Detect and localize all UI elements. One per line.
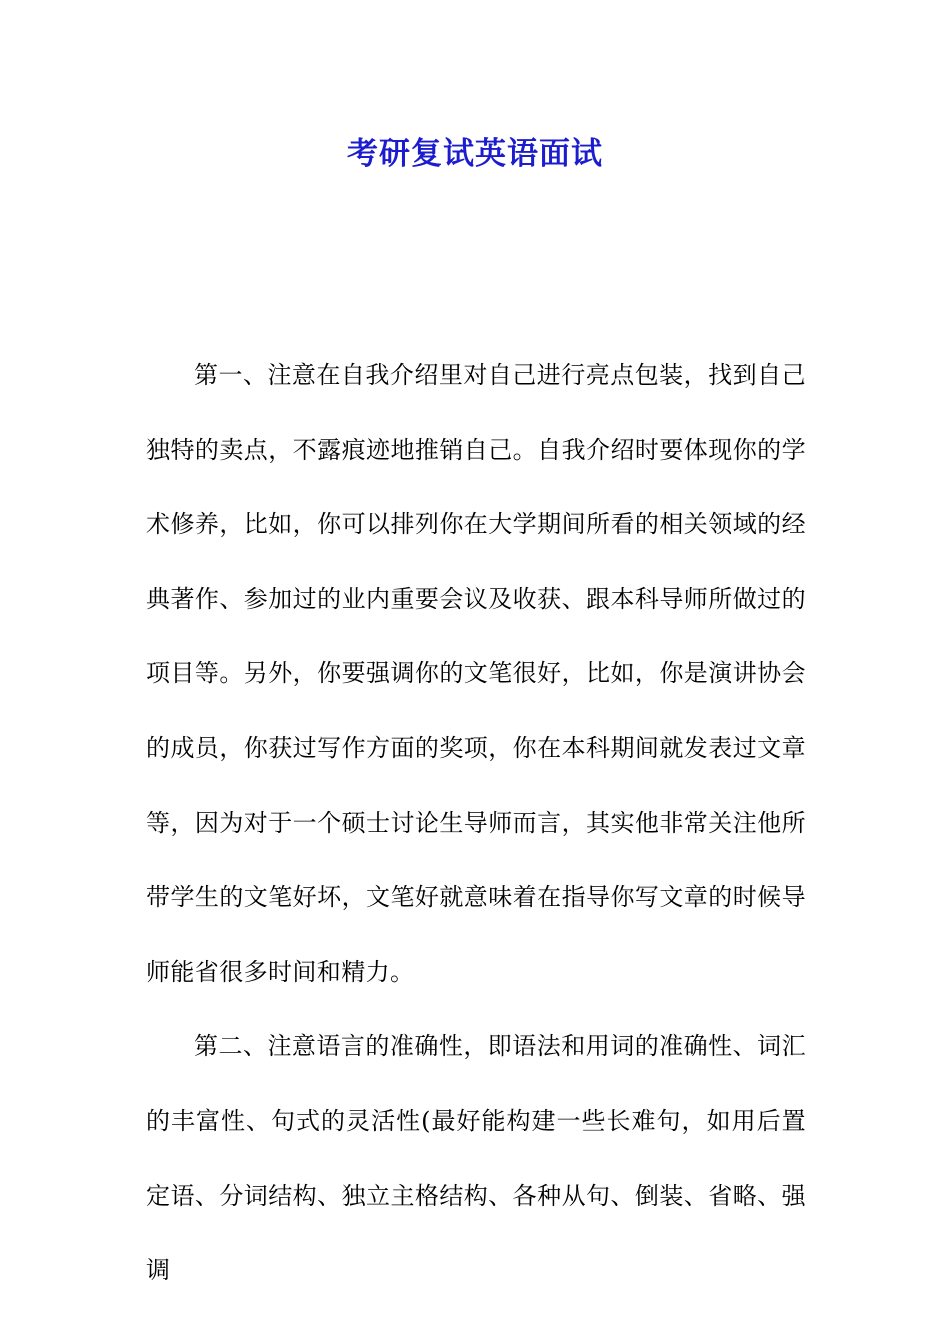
paragraph-2: 第二、注意语言的准确性，即语法和用词的准确性、词汇的丰富性、句式的灵活性(最好能构建一些长难句，如用后置定语、分词结构、独立主格结构、各种从句、倒装、省略、强调 [146, 1032, 806, 1285]
document-body [146, 338, 806, 1308]
paragraph-1: 第一、注意在自我介绍里对自己进行亮点包装，找到自己独特的卖点，不露痕迹地推销自己。自我介绍时要体现你的学术修养，比如，你可以排列你在大学期间所看的相关领域的经典著作、参加过的业内重要会议及收获、跟本科导师所做过的项目等。另外，你要强调你的文笔很好，比如，你是演讲协会的成员，你获过写作方面的奖项，你在本科期间就发表过文章等，因为对于一个硕士讨论生导师而言，其实他非常关注他所带学生的文笔好坏，文笔好就意味着在指导你写文章的时候导师能省很多时间和精力。 [146, 361, 806, 986]
document-title: 考研复试英语面试 [347, 136, 603, 172]
